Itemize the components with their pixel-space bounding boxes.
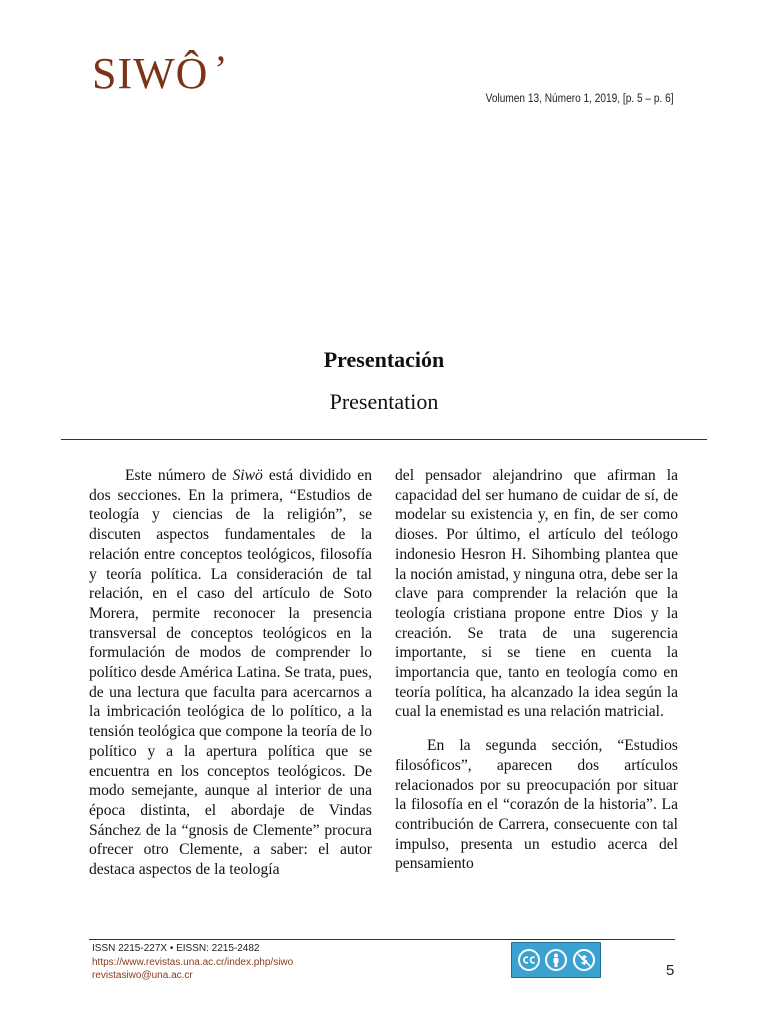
left-column [89, 466, 372, 880]
by-icon [545, 949, 567, 971]
cc-icon [518, 949, 540, 971]
title-divider [61, 439, 707, 440]
body-paragraph: En la segunda sección, “Estudios filosóficos”, aparecen dos artículos relacionados por su preocupación por situar la filosofía en el “corazón de la historia”. La contribución de Carrera, consecuente con tal impulso, presenta un estudio acerca del pensamiento [395, 737, 678, 873]
license-badge[interactable] [511, 942, 601, 978]
nc-icon [573, 949, 595, 971]
journal-email-link[interactable]: revistasiwo@una.ac.cr [92, 970, 193, 981]
para-intro: Este número de [125, 467, 233, 484]
article-title: Presentación [323, 347, 445, 372]
footer-divider [89, 939, 675, 940]
journal-logo [92, 47, 229, 98]
journal-name-italic: Siwö [232, 467, 263, 484]
page-number: 5 [666, 962, 675, 979]
logo-text: SIWÔ [92, 49, 209, 98]
logo-apostrophe: ’ [214, 47, 229, 92]
article-subtitle: Presentation [329, 389, 439, 414]
journal-url-link[interactable]: https://www.revistas.una.ac.cr/index.php/siwo [92, 956, 294, 968]
footer [92, 942, 293, 983]
volume-info: Volumen 13, Número 1, 2019, [p. 5 – p. 6] [486, 93, 674, 105]
right-column [395, 466, 678, 874]
para-rest: está dividido en dos secciones. En la primera, “Estudios de teología y ciencias de la religión”, se discuten aspectos fundamentales de la relación entre conceptos teológicos, filosofía y teoría política. La consideración de tal relación, en el caso del artículo de Soto Morera, permite reconocer la presencia transversal de conceptos teológicos en la formulación de modos de comprender lo político desde América Latina. Se trata, pues, de una lectura que faculta para acercarnos a la imbricación teológica de lo político, a la tensión teológica que compone la teoría de lo político y a la apertura política que se encuentra en los conceptos teológicos. De modo semejante, aunque al interior de una época distinta, el abordaje de Vindas Sánchez de la “gnosis de Clemente” procura ofrecer otro Clemente, a saber: el autor destaca aspectos de la teología [89, 467, 372, 879]
body-paragraph [89, 466, 372, 880]
issn-text: ISSN 2215-227X • EISSN: 2215-2482 [92, 943, 260, 954]
body-paragraph: del pensador alejandrino que afirman la capacidad del ser humano de cuidar de sí, de modelar su existencia y, en fin, de ser como dioses. Por último, el artículo del teólogo indonesio Hesron H. Sihombing plantea que la noción amistad, y ninguna otra, debe ser la clave para comprender la relación que la teología cristiana propone entre Dios y la creación. Se trata de una sugerencia importante, si se tiene en cuenta la importancia que, tanto en teología como en teoría política, ha alcanzado la idea según la cual la enemistad es una relación matricial. [395, 467, 678, 721]
